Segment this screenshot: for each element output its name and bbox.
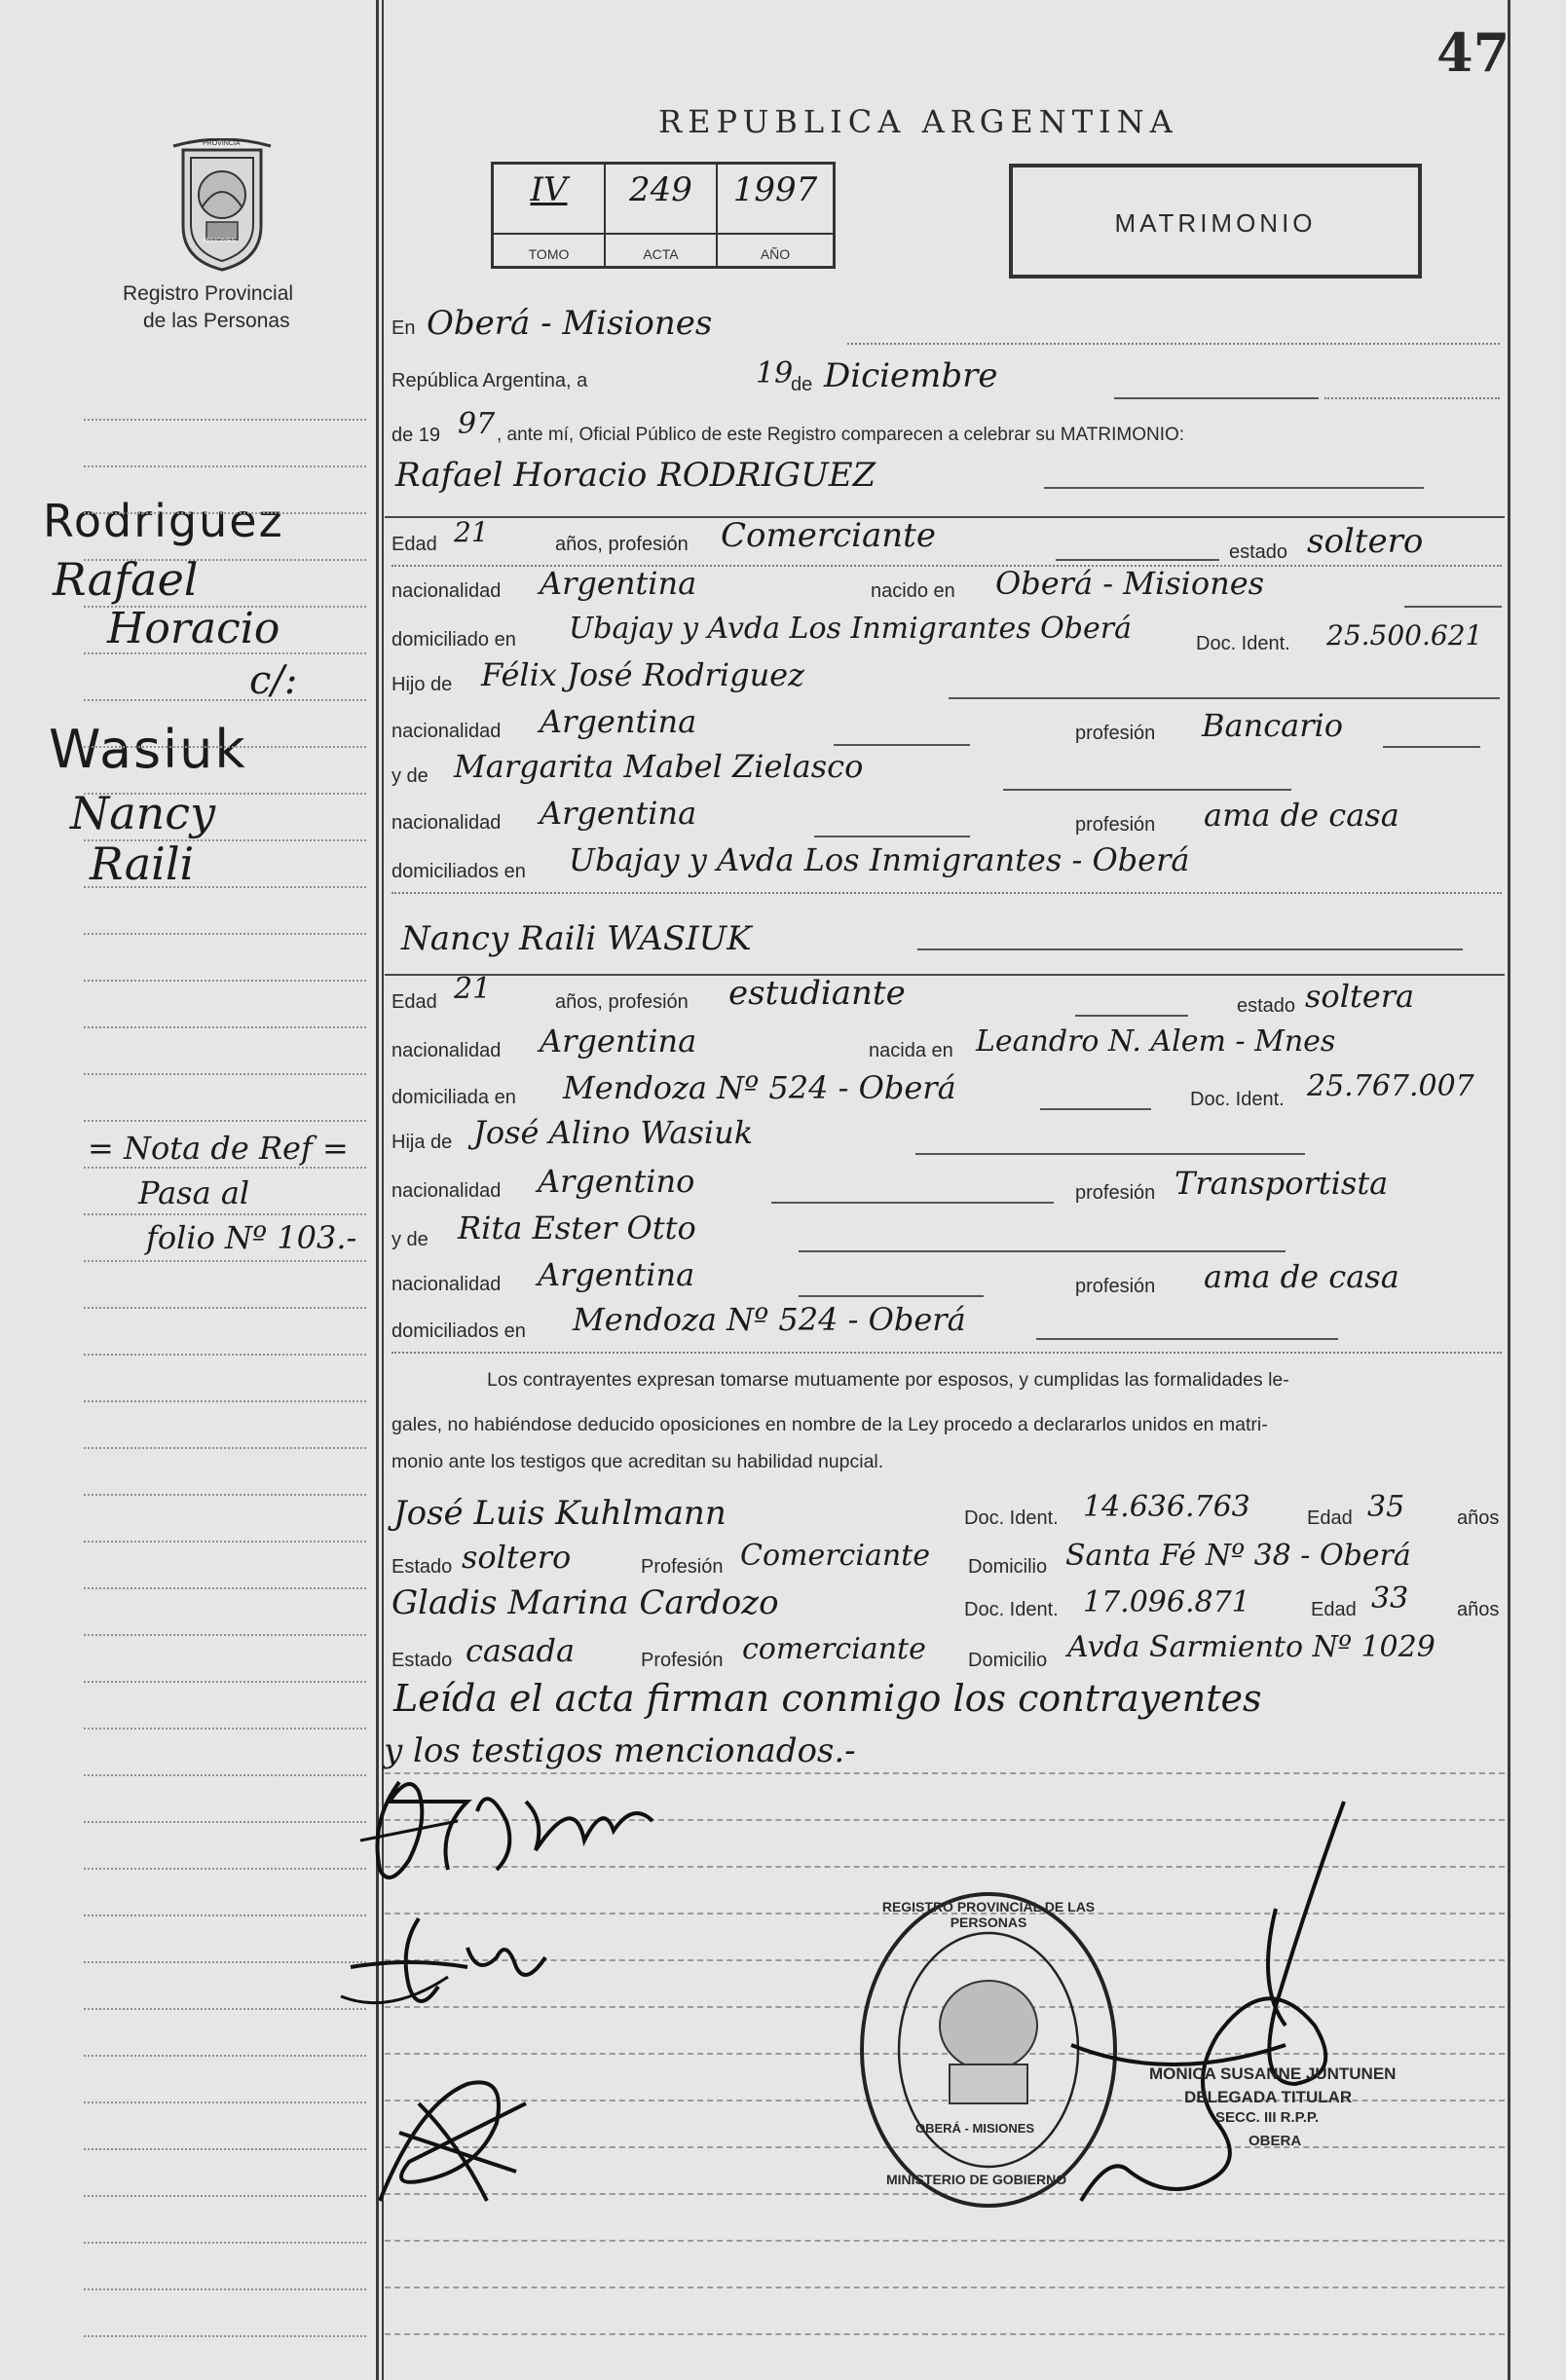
stamp-ring-top: REGISTRO PROVINCIAL DE LAS PERSONAS — [881, 1899, 1096, 1930]
declaration-line1: Los contrayentes expresan tomarse mutuamente por esposos, y cumplidas las formalidades le- — [487, 1369, 1289, 1391]
bride-birthplace: Leandro N. Alem - Mnes — [976, 1024, 1336, 1059]
intro-year: 97 — [458, 407, 496, 441]
bride-birthplace-label: nacida en — [869, 1040, 953, 1061]
groom-doc-number: 25.500.621 — [1326, 619, 1483, 651]
margin-ruled-line — [84, 512, 366, 514]
folio-number: 47 — [1436, 21, 1510, 84]
intro-place: Oberá - Misiones — [427, 304, 713, 343]
tomo-acta-anio-box — [491, 162, 836, 269]
groom-profession: Comerciante — [721, 516, 936, 555]
groom-hijo-label: Hijo de — [392, 674, 453, 695]
groom-father-profession: Bancario — [1202, 707, 1343, 744]
right-form-border — [1508, 0, 1510, 2380]
bride-nationality-label: nacionalidad — [392, 1040, 502, 1061]
groom-mother-nationality: Argentina — [540, 795, 697, 832]
margin-ruled-line — [84, 746, 366, 748]
margin-ruled-line — [84, 559, 366, 561]
bride-mother-profession-label: profesión — [1075, 1276, 1156, 1297]
margin-ruled-line — [84, 699, 366, 701]
margin-ruled-line — [84, 793, 366, 795]
margin-ruled-line — [84, 933, 366, 935]
bride-hija-label: Hija de — [392, 1132, 453, 1153]
groom-anios-label: años, profesión — [555, 534, 689, 555]
witness1-address: Santa Fé Nº 38 - Oberá — [1065, 1539, 1411, 1573]
bride-marital-status: soltera — [1305, 978, 1415, 1015]
bride-doc-label: Doc. Ident. — [1190, 1089, 1285, 1110]
margin-ruled-line — [84, 1307, 366, 1309]
groom-mother-profession: ama de casa — [1204, 797, 1399, 834]
margin-ruled-line — [84, 886, 366, 888]
witness1-profesion-label: Profesión — [641, 1556, 724, 1578]
acta-value: 249 — [629, 170, 692, 209]
stamp-inner-text: OBERÁ - MISIONES — [915, 2121, 1035, 2136]
margin-surname-bride: Wasiuk — [49, 719, 247, 780]
margin-name2-groom: Horacio — [107, 604, 280, 653]
registry-name-line1: Registro Provincial — [123, 282, 294, 305]
margin-ruled-line — [84, 1541, 366, 1543]
margin-ruled-line — [84, 1774, 366, 1776]
margin-ruled-line — [84, 1073, 366, 1075]
margin-con-mark: c/: — [249, 658, 298, 703]
anio-value: 1997 — [732, 170, 818, 209]
margin-ruled-line — [84, 606, 366, 608]
bride-address: Mendoza Nº 524 - Oberá — [563, 1069, 956, 1106]
bride-edad-label: Edad — [392, 991, 437, 1013]
witness1-anios-label: años — [1457, 1507, 1500, 1529]
groom-father-nationality-label: nacionalidad — [392, 721, 502, 742]
margin-ruled-line — [84, 1681, 366, 1683]
groom-edad-label: Edad — [392, 534, 437, 555]
margin-ruled-line — [84, 1868, 366, 1870]
witness2-name: Gladis Marina Cardozo — [392, 1583, 779, 1622]
witness2-marital-status: casada — [466, 1632, 576, 1669]
margin-ruled-line — [84, 1728, 366, 1729]
stamp-ring-bottom: MINISTERIO DE GOBIERNO — [886, 2172, 1067, 2187]
bride-estado-label: estado — [1237, 995, 1296, 1017]
intro-day: 19 — [756, 356, 794, 390]
groom-birthplace-label: nacido en — [871, 580, 955, 602]
witness1-profession: Comerciante — [740, 1539, 930, 1573]
bride-yde-label: y de — [392, 1229, 429, 1250]
acta-label: ACTA — [643, 246, 679, 262]
seal-text-bottom: MISIONES — [203, 238, 237, 244]
witness2-estado-label: Estado — [392, 1650, 453, 1671]
margin-ruled-line — [84, 1120, 366, 1122]
margin-ref-note-line3: folio Nº 103.- — [146, 1219, 357, 1256]
margin-ruled-line — [84, 1447, 366, 1449]
margin-ruled-line — [84, 2335, 366, 2337]
margin-ruled-line — [84, 419, 366, 421]
witness-signature — [360, 2064, 555, 2220]
groom-parents-address-label: domiciliados en — [392, 861, 526, 882]
groom-doc-label: Doc. Ident. — [1196, 633, 1290, 654]
bride-profession: estudiante — [728, 974, 906, 1013]
witness2-doc-label: Doc. Ident. — [964, 1599, 1059, 1620]
margin-ruled-line — [84, 1026, 366, 1028]
anio-label: AÑO — [760, 246, 791, 262]
margin-ruled-line — [84, 980, 366, 982]
margin-surname-groom: Rodriguez — [43, 495, 284, 547]
groom-marital-status: soltero — [1307, 522, 1424, 561]
witness2-edad-label: Edad — [1311, 1599, 1357, 1620]
witness1-marital-status: soltero — [462, 1539, 572, 1576]
bride-anios-label: años, profesión — [555, 991, 689, 1013]
margin-ruled-line — [84, 839, 366, 841]
bride-parents-address: Mendoza Nº 524 - Oberá — [573, 1301, 966, 1338]
margin-ruled-line — [84, 2242, 366, 2244]
ruled-line — [385, 2333, 1505, 2335]
margin-ruled-line — [84, 1354, 366, 1356]
bride-nationality: Argentina — [540, 1023, 697, 1060]
act-type-box — [1009, 164, 1422, 279]
officer-signature — [1052, 1792, 1373, 2230]
witness2-age: 33 — [1371, 1581, 1409, 1616]
margin-name1-bride: Nancy — [70, 787, 216, 839]
intro-month: Diciembre — [824, 356, 998, 395]
groom-mother-nationality-label: nacionalidad — [392, 812, 502, 834]
witness2-profesion-label: Profesión — [641, 1650, 724, 1671]
witness2-domicilio-label: Domicilio — [968, 1650, 1048, 1671]
comparecen-text: , ante mí, Oficial Público de este Registro comparecen a celebrar su MATRIMONIO: — [497, 425, 1185, 445]
declaration-line2: gales, no habiéndose deducido oposiciones en nombre de la Ley procedo a declararlos unidos en matri- — [392, 1414, 1268, 1435]
bride-mother-name: Rita Ester Otto — [458, 1209, 696, 1246]
margin-ruled-line — [84, 2101, 366, 2103]
margin-ruled-line — [84, 1213, 366, 1215]
margin-ruled-line — [84, 1915, 366, 1916]
bride-doc-number: 25.767.007 — [1307, 1069, 1474, 1103]
groom-address: Ubajay y Avda Los Inmigrantes Oberá — [569, 612, 1132, 646]
margin-ruled-line — [84, 1494, 366, 1496]
bride-mother-nationality-label: nacionalidad — [392, 1274, 502, 1295]
bride-age: 21 — [454, 972, 492, 1006]
groom-yde-label: y de — [392, 765, 429, 787]
groom-mother-profession-label: profesión — [1075, 814, 1156, 836]
margin-ruled-line — [84, 465, 366, 467]
bride-full-name: Nancy Raili WASIUK — [401, 919, 752, 958]
margin-name1-groom: Rafael — [53, 553, 199, 606]
margin-ruled-line — [84, 1587, 366, 1589]
witness1-age: 35 — [1367, 1490, 1405, 1524]
bride-address-label: domiciliada en — [392, 1087, 516, 1108]
groom-birthplace: Oberá - Misiones — [995, 565, 1265, 602]
groom-parents-address: Ubajay y Avda Los Inmigrantes - Oberá — [569, 841, 1190, 878]
tomo-value: IV — [530, 170, 568, 209]
groom-age: 21 — [454, 516, 489, 548]
bride-father-profession-label: profesión — [1075, 1182, 1156, 1204]
groom-full-name: Rafael Horacio RODRIGUEZ — [395, 456, 876, 495]
groom-father-profession-label: profesión — [1075, 723, 1156, 744]
margin-ruled-line — [84, 1821, 366, 1823]
registry-name-line2: de las Personas — [143, 310, 290, 332]
bride-parents-address-label: domiciliados en — [392, 1320, 526, 1342]
margin-ruled-line — [84, 2148, 366, 2150]
margin-ruled-line — [84, 652, 366, 654]
declaration-line3: monio ante los testigos que acreditan su habilidad nupcial. — [392, 1451, 884, 1472]
bride-mother-profession: ama de casa — [1204, 1258, 1399, 1295]
groom-address-label: domiciliado en — [392, 629, 516, 651]
groom-father-nationality: Argentina — [540, 703, 697, 740]
witness1-doc-label: Doc. Ident. — [964, 1507, 1059, 1529]
official-title: DELEGADA TITULAR — [1184, 2088, 1353, 2106]
margin-name2-bride: Raili — [90, 837, 195, 890]
margin-ref-note-line2: Pasa al — [138, 1174, 250, 1211]
closing-line2: y los testigos mencionados.- — [384, 1731, 856, 1770]
groom-nationality: Argentina — [540, 565, 697, 602]
witness1-name: José Luis Kuhlmann — [393, 1494, 727, 1533]
closing-line1: Leída el acta firman conmigo los contrayentes — [393, 1677, 1262, 1720]
margin-ruled-line — [84, 1260, 366, 1262]
intro-de-label: de — [791, 374, 813, 395]
margin-ruled-line — [84, 1634, 366, 1636]
bride-father-nationality-label: nacionalidad — [392, 1180, 502, 1202]
groom-nationality-label: nacionalidad — [392, 580, 502, 602]
margin-ruled-line — [84, 2008, 366, 2010]
margin-ruled-line — [84, 2195, 366, 2197]
witness2-profession: comerciante — [742, 1632, 926, 1666]
en-label: En — [392, 317, 416, 339]
witness1-doc-number: 14.636.763 — [1083, 1490, 1250, 1524]
witness1-estado-label: Estado — [392, 1556, 453, 1578]
witness2-doc-number: 17.096.871 — [1083, 1585, 1250, 1619]
witness2-anios-label: años — [1457, 1599, 1500, 1620]
margin-ruled-line — [84, 1167, 366, 1169]
groom-signature — [351, 1763, 672, 1899]
margin-ref-note-title: = Nota de Ref = — [88, 1130, 349, 1167]
official-city: OBERA — [1249, 2133, 1302, 2149]
seal-text-top: PROVINCIA — [203, 140, 241, 147]
witness1-domicilio-label: Domicilio — [968, 1556, 1048, 1578]
tomo-label: TOMO — [528, 246, 570, 262]
country-title: REPUBLICA ARGENTINA — [658, 103, 1178, 140]
year-prefix: de 19 — [392, 425, 441, 446]
bride-father-nationality: Argentino — [538, 1163, 695, 1200]
bride-mother-nationality: Argentina — [538, 1256, 695, 1293]
republica-label: República Argentina, a — [392, 370, 588, 391]
witness2-address: Avda Sarmiento Nº 1029 — [1067, 1630, 1436, 1664]
bride-father-profession: Transportista — [1174, 1165, 1389, 1202]
provincial-coat-of-arms-icon — [164, 138, 280, 275]
margin-ruled-line — [84, 2055, 366, 2057]
margin-ruled-line — [84, 1961, 366, 1963]
ruled-line — [385, 2287, 1505, 2288]
witness1-edad-label: Edad — [1307, 1507, 1353, 1529]
bride-father-name: José Alino Wasiuk — [473, 1114, 754, 1151]
groom-father-name: Félix José Rodriguez — [481, 656, 804, 693]
official-section: SECC. III R.P.P. — [1215, 2109, 1320, 2126]
groom-estado-label: estado — [1229, 541, 1288, 563]
official-name: MONICA SUSANNE JUNTUNEN — [1149, 2064, 1397, 2083]
ruled-line — [385, 2240, 1505, 2242]
groom-mother-name: Margarita Mabel Zielasco — [454, 748, 864, 785]
bride-signature — [331, 1909, 584, 2026]
act-type-label: MATRIMONIO — [1114, 208, 1317, 238]
margin-ruled-line — [84, 2288, 366, 2290]
margin-ruled-line — [84, 1400, 366, 1402]
